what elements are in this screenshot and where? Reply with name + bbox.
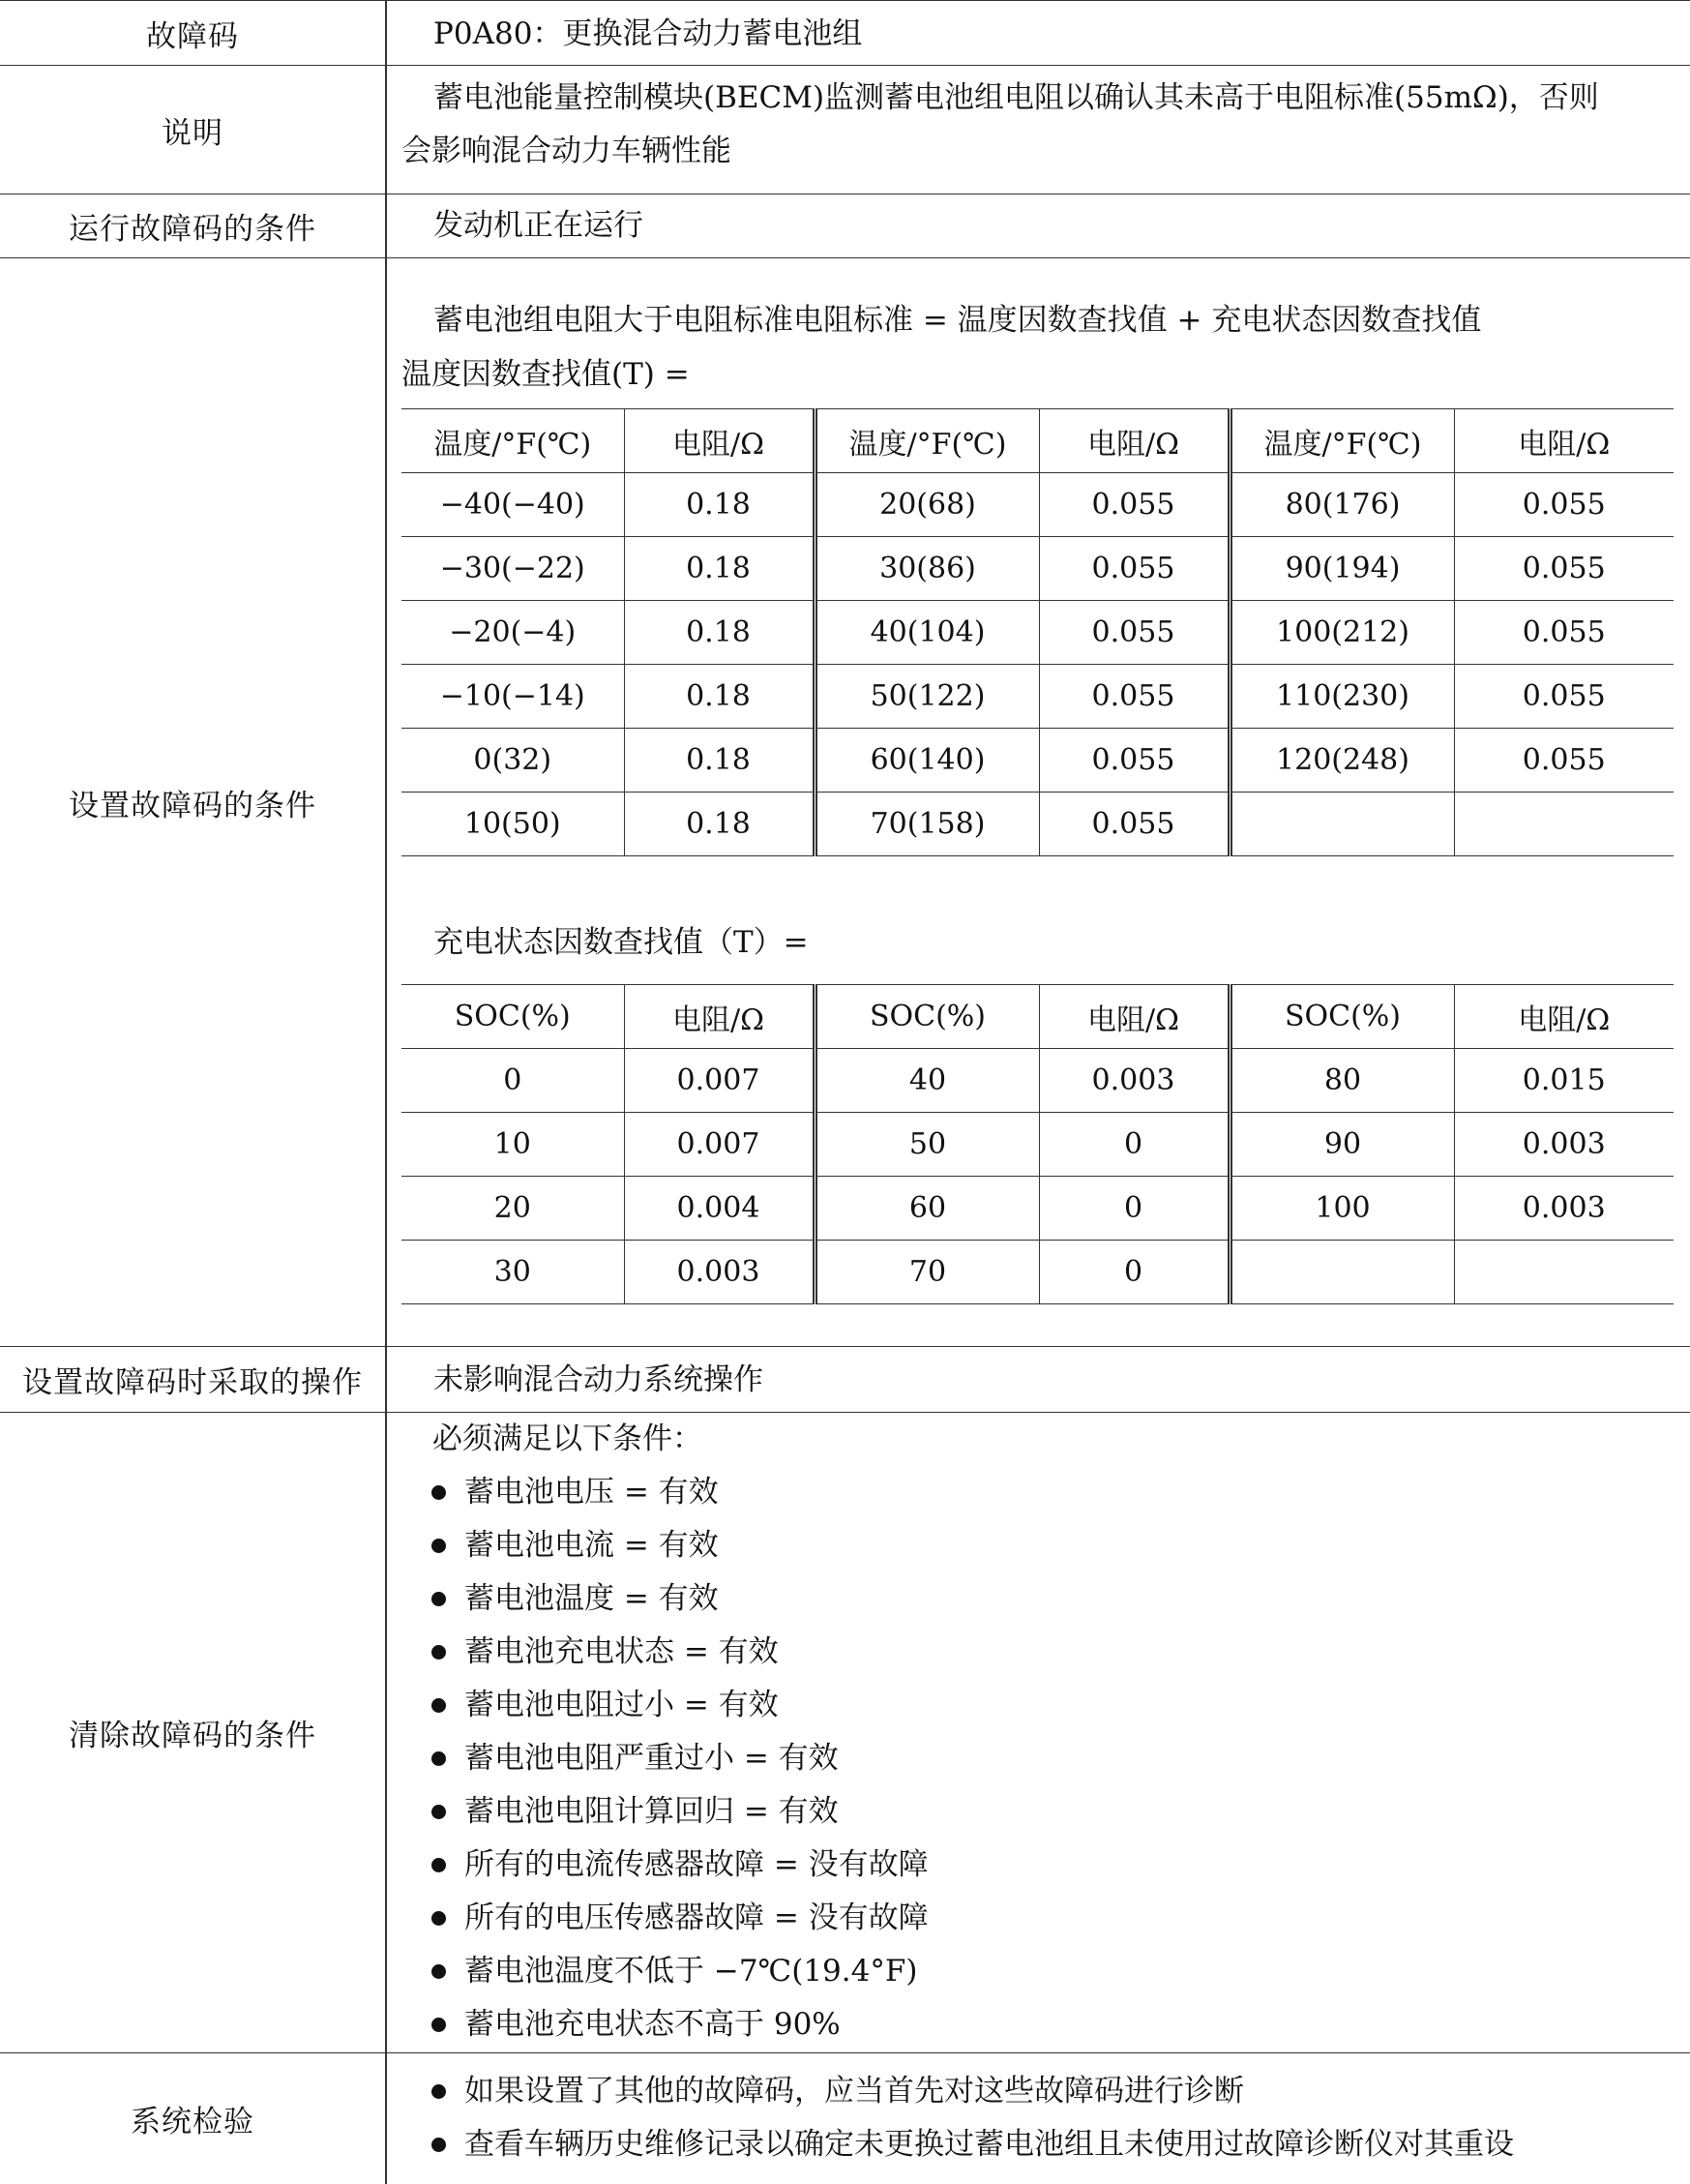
table-cell: 0.055 [1039, 729, 1230, 793]
table-header-cell: SOC(%) [1230, 985, 1454, 1049]
system-check-item: 如果设置了其他的故障码，应当首先对这些故障码进行诊断 [429, 2065, 1676, 2118]
table-cell: 0.055 [1454, 665, 1674, 729]
table-cell: 0.007 [624, 1113, 815, 1177]
label-description: 说明 [162, 115, 223, 151]
value-run-conditions: 发动机正在运行 [433, 208, 643, 243]
value-dtc: P0A80：更换混合动力蓄电池组 [433, 16, 863, 51]
table-cell: 10 [401, 1113, 624, 1177]
row-clear-conditions [0, 1413, 1690, 2053]
table-cell: 0.18 [624, 793, 815, 856]
table-cell: 0 [1039, 1177, 1230, 1241]
soc-factor-table [401, 984, 1674, 1304]
row-dtc [0, 0, 1690, 66]
table-cell [1230, 793, 1454, 856]
table-header-cell: 温度/°F(℃) [1230, 409, 1454, 473]
table-cell: 70 [815, 1241, 1039, 1304]
table-cell: 0.18 [624, 665, 815, 729]
table-cell: 0.055 [1454, 473, 1674, 537]
row-system-check [0, 2053, 1690, 2184]
table-cell: 60(140) [815, 729, 1039, 793]
clear-condition-item: 蓄电池电阻计算回归 = 有效 [429, 1785, 1676, 1839]
clear-condition-item: 蓄电池温度不低于 −7℃(19.4°F) [429, 1945, 1676, 1998]
table-cell: 30(86) [815, 537, 1039, 601]
value-action: 未影响混合动力系统操作 [433, 1362, 763, 1397]
soc-factor-intro: 充电状态因数查找值（T）= [433, 925, 809, 960]
table-header-cell: 电阻/Ω [1454, 409, 1674, 473]
table-header-cell: SOC(%) [815, 985, 1039, 1049]
clear-conditions-list [429, 1466, 1676, 2051]
table-cell: 0.055 [1039, 665, 1230, 729]
table-row [401, 1049, 1674, 1113]
table-cell: 0(32) [401, 729, 624, 793]
row-set-conditions [0, 258, 1690, 1347]
table-cell: 0.18 [624, 729, 815, 793]
table-cell [1454, 793, 1674, 856]
table-cell: 30 [401, 1241, 624, 1304]
row-description [0, 66, 1690, 194]
clear-condition-item: 所有的电压传感器故障 = 没有故障 [429, 1892, 1676, 1945]
table-row [401, 793, 1674, 856]
table-cell: 0.003 [1454, 1113, 1674, 1177]
description-line-1: 蓄电池能量控制模块(BECM)监测蓄电池组电阻以确认其未高于电阻标准(55mΩ)，否则 [433, 80, 1599, 115]
label-run-conditions: 运行故障码的条件 [69, 212, 316, 247]
table-cell: 50 [815, 1113, 1039, 1177]
table-header-cell: 电阻/Ω [1454, 985, 1674, 1049]
table-header-cell: 电阻/Ω [624, 409, 815, 473]
table-cell [1230, 1241, 1454, 1304]
table-cell: 50(122) [815, 665, 1039, 729]
table-header-cell: 电阻/Ω [1039, 985, 1230, 1049]
value-description [401, 66, 1676, 178]
table-cell: 0.055 [1039, 473, 1230, 537]
temperature-factor-table [401, 408, 1674, 856]
table-row [401, 473, 1674, 537]
table-cell: 40(104) [815, 601, 1039, 665]
table-cell: 40 [815, 1049, 1039, 1113]
table-cell: 90 [1230, 1113, 1454, 1177]
description-line-2: 会影响混合动力车辆性能 [401, 134, 731, 168]
table-cell: 120(248) [1230, 729, 1454, 793]
clear-conditions-intro: 必须满足以下条件： [432, 1421, 702, 1456]
set-conditions-intro-line-2: 温度因数查找值(T) = [401, 357, 690, 392]
table-cell: 100(212) [1230, 601, 1454, 665]
table-header-cell: 电阻/Ω [624, 985, 815, 1049]
table-cell: 0.003 [624, 1241, 815, 1304]
table-cell: 110(230) [1230, 665, 1454, 729]
row-run-conditions [0, 194, 1690, 258]
system-check-item: 查看车辆历史维修记录以确定未更换过蓄电池组且未使用过故障诊断仪对其重设 [429, 2118, 1676, 2171]
table-row [401, 1177, 1674, 1241]
table-cell: 0.055 [1039, 537, 1230, 601]
table-cell: 0.003 [1039, 1049, 1230, 1113]
table-cell: 90(194) [1230, 537, 1454, 601]
table-cell: 0.055 [1039, 601, 1230, 665]
table-row [401, 1113, 1674, 1177]
table-cell [1454, 1241, 1674, 1304]
table-cell: 80(176) [1230, 473, 1454, 537]
table-row [401, 1241, 1674, 1304]
label-dtc: 故障码 [146, 18, 239, 54]
table-cell: 0.055 [1454, 729, 1674, 793]
table-cell: 70(158) [815, 793, 1039, 856]
clear-condition-item: 蓄电池电阻严重过小 = 有效 [429, 1732, 1676, 1785]
table-cell: 0 [401, 1049, 624, 1113]
table-row [401, 729, 1674, 793]
table-cell: 0.007 [624, 1049, 815, 1113]
clear-condition-item: 蓄电池电阻过小 = 有效 [429, 1679, 1676, 1732]
table-cell: 20 [401, 1177, 624, 1241]
table-cell: 20(68) [815, 473, 1039, 537]
temperature-table-header [401, 409, 1674, 473]
table-cell: 0.003 [1454, 1177, 1674, 1241]
table-cell: 60 [815, 1177, 1039, 1241]
table-cell: −20(−4) [401, 601, 624, 665]
table-cell: 80 [1230, 1049, 1454, 1113]
table-cell: 0.18 [624, 537, 815, 601]
clear-condition-item: 蓄电池充电状态 = 有效 [429, 1626, 1676, 1679]
table-cell: −10(−14) [401, 665, 624, 729]
table-row [401, 601, 1674, 665]
table-header-cell: SOC(%) [401, 985, 624, 1049]
label-set-conditions: 设置故障码的条件 [69, 788, 316, 823]
clear-condition-item: 蓄电池电流 = 有效 [429, 1519, 1676, 1572]
table-cell: 0.055 [1039, 793, 1230, 856]
label-clear-conditions: 清除故障码的条件 [69, 1719, 316, 1753]
clear-condition-item: 蓄电池充电状态不高于 90% [429, 1998, 1676, 2051]
table-row [401, 665, 1674, 729]
clear-condition-item: 蓄电池温度 = 有效 [429, 1572, 1676, 1626]
table-cell: 0.18 [624, 473, 815, 537]
table-cell: 10(50) [401, 793, 624, 856]
table-row [401, 537, 1674, 601]
table-cell: 0 [1039, 1113, 1230, 1177]
table-cell: 100 [1230, 1177, 1454, 1241]
table-cell: 0.18 [624, 601, 815, 665]
table-cell: 0.015 [1454, 1049, 1674, 1113]
table-cell: 0.004 [624, 1177, 815, 1241]
system-check-list [429, 2065, 1676, 2171]
set-conditions-intro-line-1: 蓄电池组电阻大于电阻标准电阻标准 = 温度因数查找值 + 充电状态因数查找值 [433, 303, 1482, 338]
clear-conditions-content [432, 1413, 1676, 2051]
set-conditions-intro [401, 293, 1676, 402]
clear-condition-item: 蓄电池电压 = 有效 [429, 1466, 1676, 1519]
soc-table-header [401, 985, 1674, 1049]
table-cell: −30(−22) [401, 537, 624, 601]
table-header-cell: 温度/°F(℃) [815, 409, 1039, 473]
row-action [0, 1347, 1690, 1413]
table-header-cell: 电阻/Ω [1039, 409, 1230, 473]
table-cell: 0 [1039, 1241, 1230, 1304]
table-cell: −40(−40) [401, 473, 624, 537]
label-system-check: 系统检验 [131, 2105, 254, 2139]
table-header-cell: 温度/°F(℃) [401, 409, 624, 473]
clear-condition-item: 所有的电流传感器故障 = 没有故障 [429, 1839, 1676, 1892]
label-action: 设置故障码时采取的操作 [22, 1365, 363, 1400]
system-check-content [429, 2065, 1676, 2171]
table-cell: 0.055 [1454, 537, 1674, 601]
table-cell: 0.055 [1454, 601, 1674, 665]
